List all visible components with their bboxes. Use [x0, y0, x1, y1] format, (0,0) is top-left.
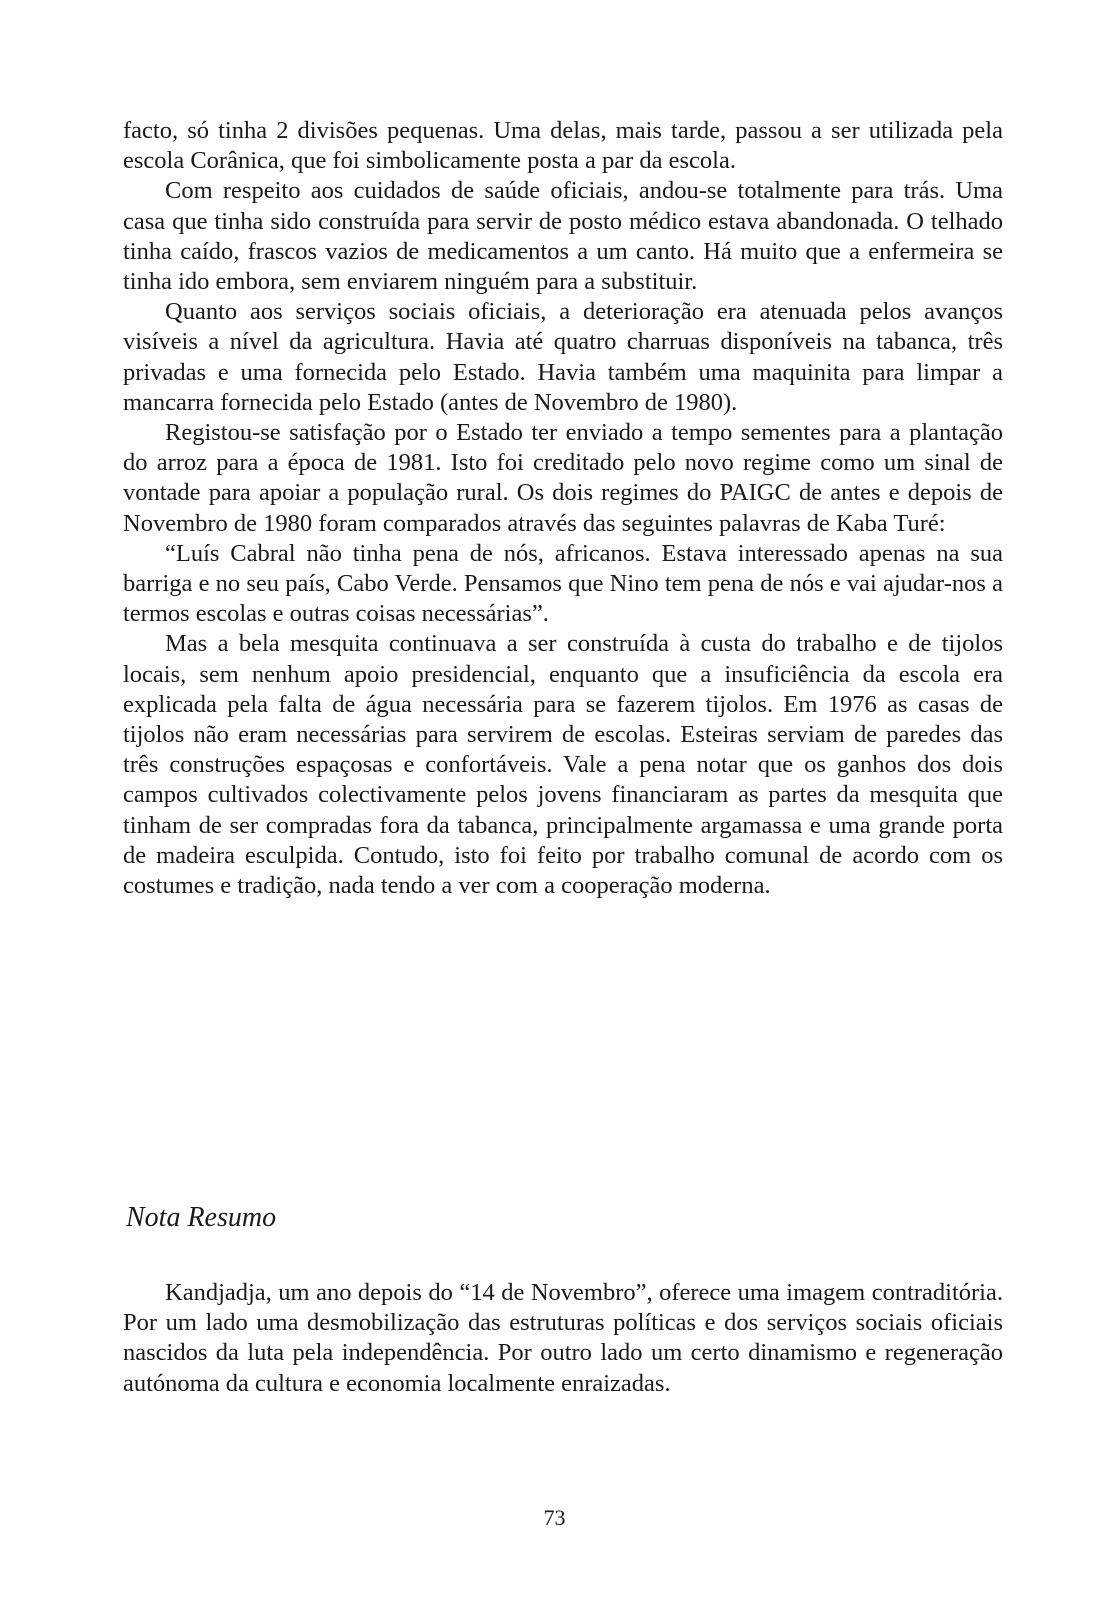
summary-paragraph: Kandjadja, um ano depois do “14 de Novembro”, oferece uma imagem contraditória. Por um lado uma desmobilização das estruturas políticas e dos serviços sociais oficiais nascidos da luta pela independência. Por outro lado um certo dinamismo e regeneração autónoma da cultura e economia localmente enraizadas. — [123, 1279, 1003, 1397]
paragraph-continuation: facto, só tinha 2 divisões pequenas. Uma delas, mais tarde, passou a ser utilizada pela escola Corânica, que foi simbolicamente posta a par da escola. — [123, 117, 1003, 175]
paragraph-social-services: Quanto aos serviços sociais oficiais, a deterioração era atenuada pelos avanços visíveis a nível da agricultura. Havia até quatro charruas disponíveis na tabanca, três privadas e uma fornecida pelo Estado. Havia também uma maquinita para limpar a mancarra fornecida pelo Estado (antes de Novembro de 1980). — [123, 298, 1003, 416]
section-title: Nota Resumo — [126, 1202, 277, 1233]
paragraph-seeds: Registou-se satisfação por o Estado ter enviado a tempo sementes para a plantação do arroz para a época de 1981. Isto foi creditado pelo novo regime como um sinal de vontade para apoiar a população rural. Os dois regimes do PAIGC de antes e depois de Novembro de 1980 foram comparados através das seguintes palavras de Kaba Turé: — [123, 419, 1003, 537]
paragraph-mosque: Mas a bela mesquita continuava a ser construída à custa do trabalho e de tijolos locais, sem nenhum apoio presidencial, enquanto que a insuficiência da escola era explicada pela falta de água necessária para se fazerem tijolos. Em 1976 as casas de tijolos não eram necessárias para servirem de escolas. Esteiras serviam de paredes das três construções espaçosas e confortáveis. Vale a pena notar que os ganhos dos dois campos cultivados colectivamente pelos jovens financiaram as partes da mesquita que tinham de ser compradas fora da tabanca, principalmente argamassa e uma grande porta de madeira esculpida. Contudo, isto foi feito por trabalho comunal de acordo com os costumes e tradição, nada tendo a ver com a cooperação moderna. — [123, 630, 1003, 900]
paragraph-quote: “Luís Cabral não tinha pena de nós, africanos. Estava interessado apenas na sua barriga e no seu país, Cabo Verde. Pensamos que Nino tem pena de nós e vai ajudar-nos a termos escolas e outras coisas necessárias”. — [123, 539, 1003, 628]
page-number: 73 — [543, 1505, 566, 1530]
main-text-block — [123, 116, 1003, 901]
body-text — [123, 116, 1003, 901]
paragraph-health-care: Com respeito aos cuidados de saúde oficiais, andou-se totalmente para trás. Uma casa que tinha sido construída para servir de posto médico estava abandonada. O telhado tinha caído, frascos vazios de medicamentos a um canto. Há muito que a enfermeira se tinha ido embora, sem enviarem ninguém para a substituir. — [123, 177, 1003, 296]
